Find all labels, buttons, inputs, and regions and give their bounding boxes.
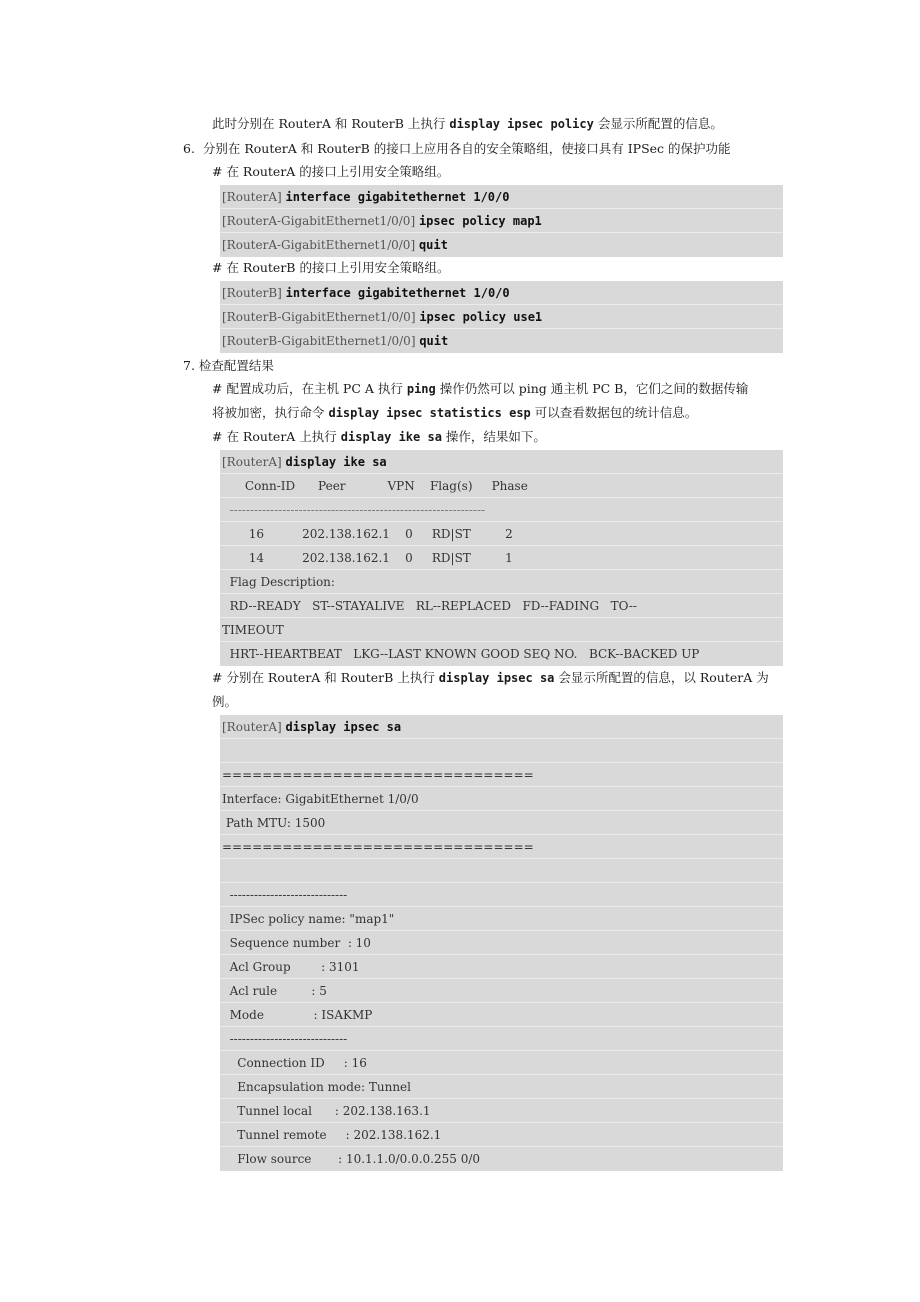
ike-table-row: 14 202.138.162.1 0 RD|ST 1: [220, 546, 783, 570]
code-block-routerB-interface: [220, 281, 783, 353]
step7-paragraph-1: # 配置成功后，在主机 PC A 执行 ping 操作仍然可以 ping 通主机 PC B，它们之间的数据传输: [212, 381, 749, 396]
output-line: Acl Group : 3101: [220, 955, 783, 979]
step6-heading: [183, 139, 731, 159]
step6-routerB-comment: # 在 RouterB 的接口上引用安全策略组。: [212, 260, 450, 275]
output-line: -----------------------------: [220, 883, 783, 907]
statistics-command: display ipsec statistics esp: [328, 406, 531, 420]
code-line: [RouterB] interface gigabitethernet 1/0/0: [220, 281, 783, 305]
output-line: Connection ID : 16: [220, 1051, 783, 1075]
step7-paragraph-4: # 分别在 RouterA 和 RouterB 上执行 display ipsec sa 会显示所配置的信息，以 RouterA 为: [212, 670, 769, 685]
ike-table-row: 16 202.138.162.1 0 RD|ST 2: [220, 522, 783, 546]
step7-paragraph-5: 例。: [212, 694, 238, 709]
step6-number: 6.: [183, 141, 195, 156]
output-line: IPSec policy name: "map1": [220, 907, 783, 931]
code-block-ike-sa: [220, 450, 783, 666]
code-line: [RouterA-GigabitEthernet1/0/0] ipsec policy map1: [220, 209, 783, 233]
ike-sa-command: display ike sa: [340, 430, 442, 444]
code-line: [RouterA] display ipsec sa: [220, 715, 783, 739]
output-line: ===============================: [220, 835, 783, 859]
flag-description-title: Flag Description:: [220, 570, 783, 594]
code-block-ipsec-sa: [220, 715, 783, 1171]
output-line: [220, 859, 783, 883]
code-line: [RouterA-GigabitEthernet1/0/0] quit: [222, 238, 448, 252]
code-line: [RouterB-GigabitEthernet1/0/0] ipsec policy use1: [220, 305, 783, 329]
output-line: [220, 739, 783, 763]
step7-heading: [183, 356, 274, 376]
output-line: Mode : ISAKMP: [220, 1003, 783, 1027]
output-line: Encapsulation mode: Tunnel: [220, 1075, 783, 1099]
step6-routerA-comment: # 在 RouterA 的接口上引用安全策略组。: [212, 164, 450, 179]
output-line: Path MTU: 1500: [220, 811, 783, 835]
output-line: Flow source : 10.1.1.0/0.0.0.255 0/0: [222, 1152, 480, 1166]
intro-text-end: 会显示所配置的信息。: [593, 116, 723, 131]
output-line: Interface: GigabitEthernet 1/0/0: [220, 787, 783, 811]
code-line: [RouterB-GigabitEthernet1/0/0] quit: [222, 334, 449, 348]
ipsec-sa-command: display ipsec sa: [438, 671, 555, 685]
flag-description-line: TIMEOUT: [220, 618, 783, 642]
ike-table-header: Conn-ID Peer VPN Flag(s) Phase: [220, 474, 783, 498]
output-line: Acl rule : 5: [220, 979, 783, 1003]
output-line: Tunnel local : 202.138.163.1: [220, 1099, 783, 1123]
code-block-routerA-interface: [220, 185, 783, 257]
step7-number: 7.: [183, 358, 195, 373]
intro-text: 此时分别在 RouterA 和 RouterB 上执行: [212, 116, 450, 131]
output-line: ===============================: [220, 763, 783, 787]
output-line: Tunnel remote : 202.138.162.1: [220, 1123, 783, 1147]
ike-table-rule: ---------------------------------------------------------------: [220, 498, 783, 522]
step6-text: 分别在 RouterA 和 RouterB 的接口上应用各自的安全策略组，使接口具有 IPSec 的保护功能: [202, 141, 731, 156]
step7-paragraph-3: # 在 RouterA 上执行 display ike sa 操作，结果如下。: [212, 429, 546, 444]
output-line: -----------------------------: [220, 1027, 783, 1051]
flag-description-line: RD--READY ST--STAYALIVE RL--REPLACED FD--FADING TO--: [220, 594, 783, 618]
output-line: Sequence number : 10: [220, 931, 783, 955]
step7-text: 检查配置结果: [198, 358, 274, 373]
flag-description-line: HRT--HEARTBEAT LKG--LAST KNOWN GOOD SEQ NO. BCK--BACKED UP: [222, 647, 700, 661]
ping-command: ping: [406, 382, 436, 396]
code-line: [RouterA] interface gigabitethernet 1/0/0: [220, 185, 783, 209]
intro-paragraph: [212, 114, 723, 134]
intro-command: display ipsec policy: [449, 117, 594, 131]
code-line: [RouterA] display ike sa: [220, 450, 783, 474]
step7-paragraph-2: 将被加密，执行命令 display ipsec statistics esp 可以查看数据包的统计信息。: [212, 405, 698, 420]
